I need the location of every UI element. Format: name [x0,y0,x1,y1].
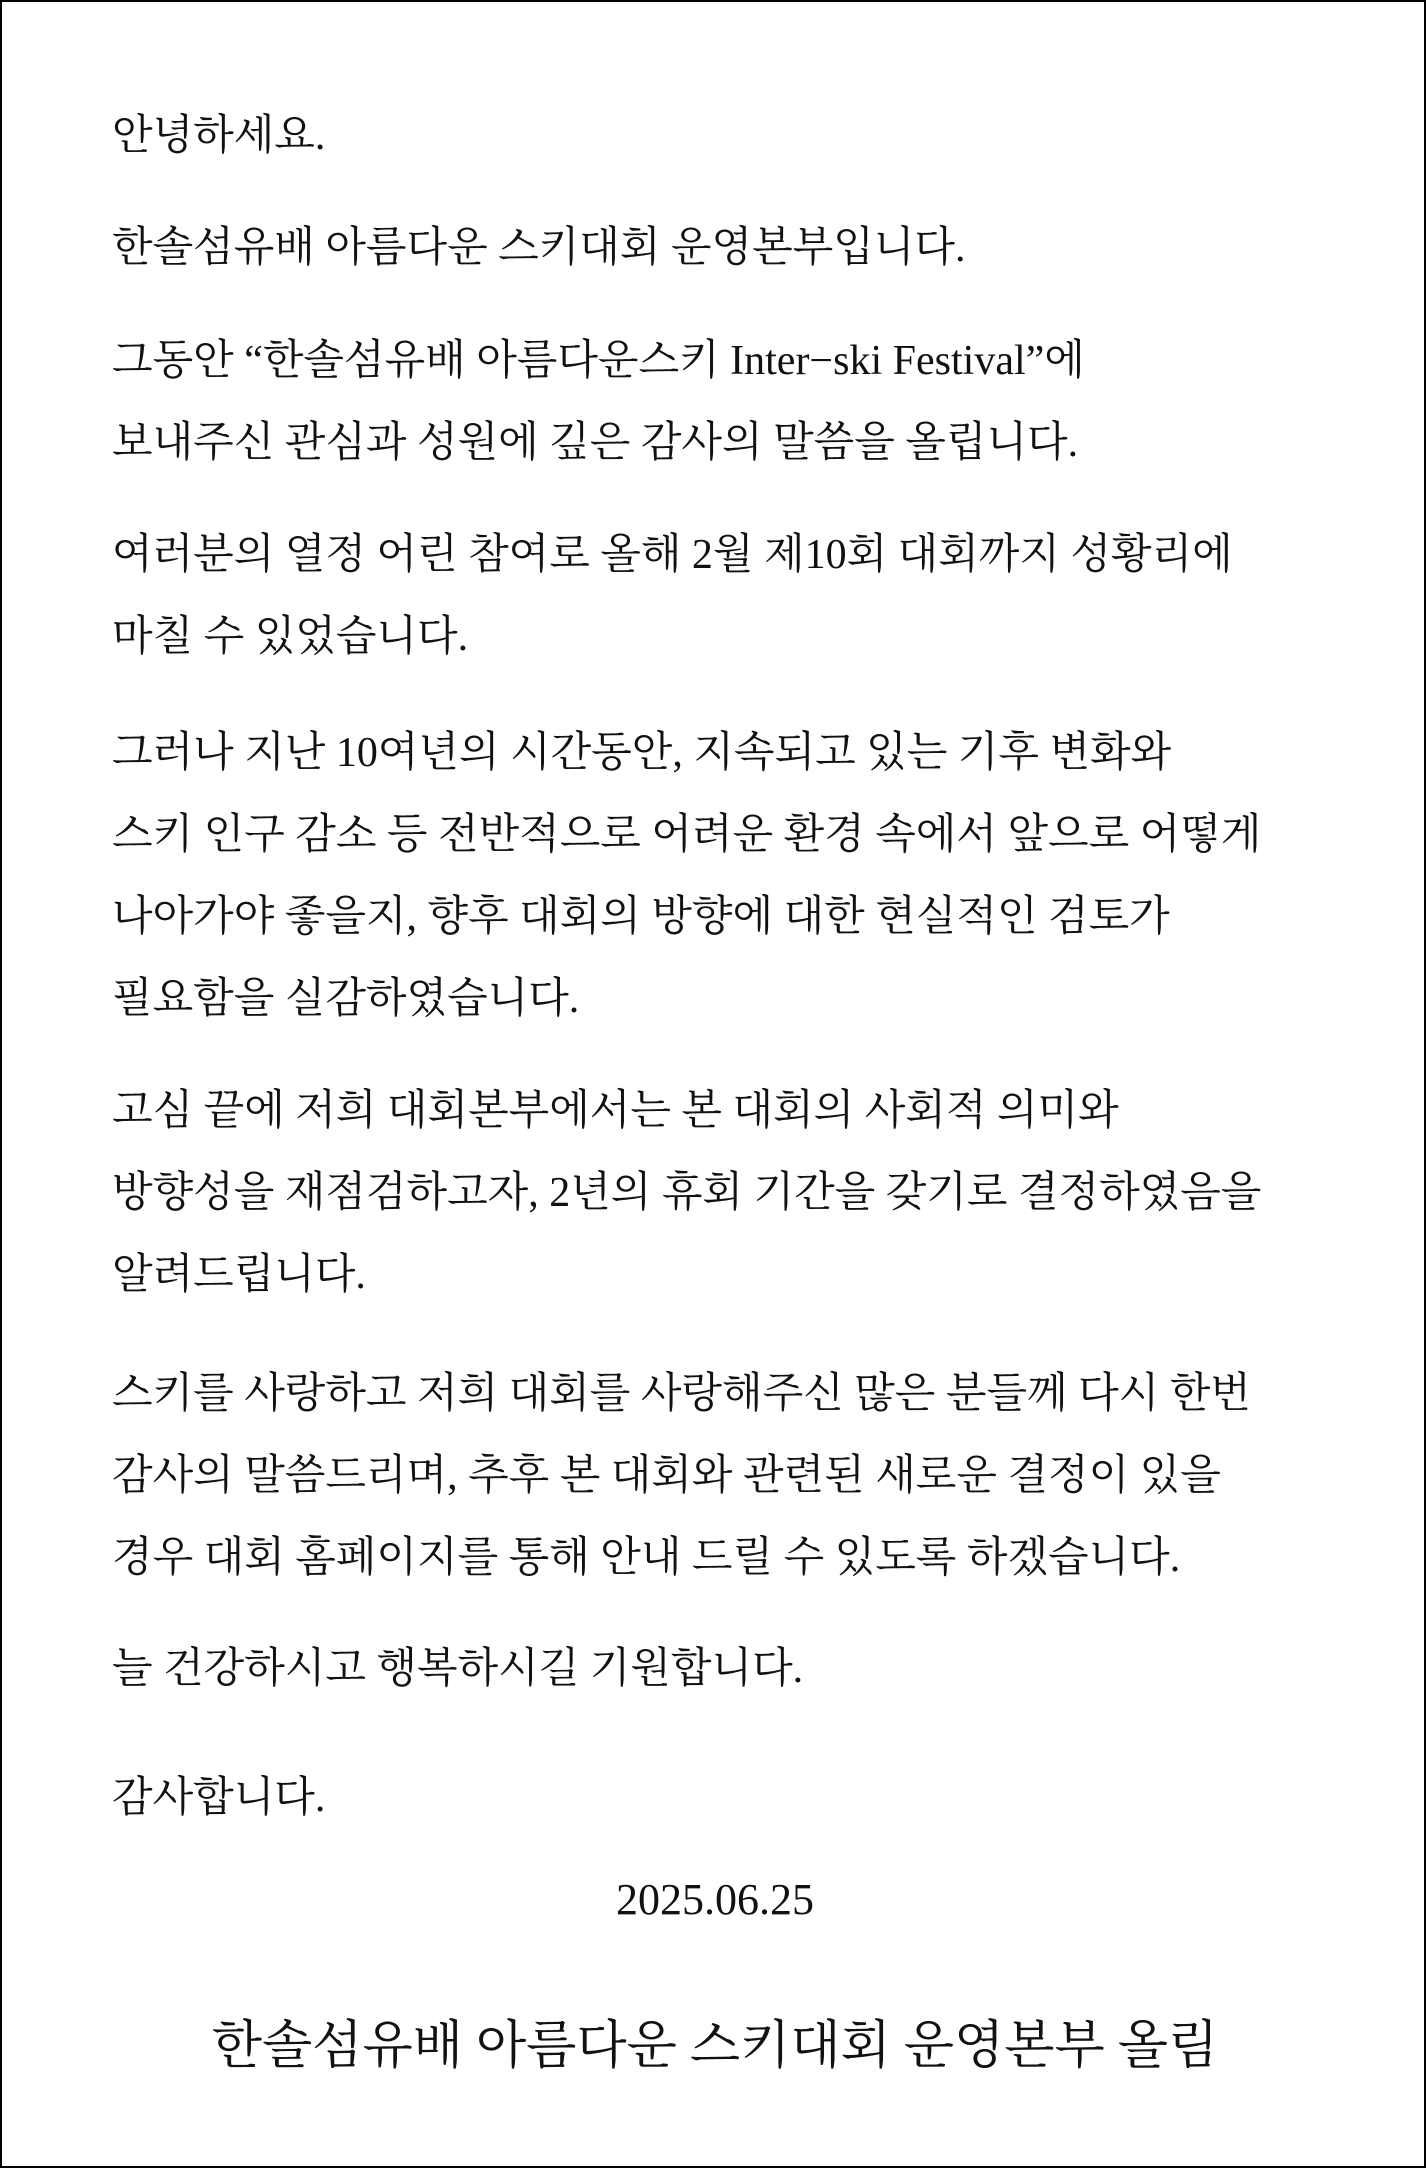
text-line: 감사합니다. [112,1775,326,1821]
text-line: 늘 건강하시고 행복하시길 기원합니다. [112,1646,804,1692]
wishes-paragraph [112,1628,803,1710]
text-line: 그동안 “한솔섬유배 아름다운스키 Inter−ski Festival”에 [112,338,1085,384]
text-line: 나아가야 좋을지, 향후 대회의 방향에 대한 현실적인 검토가 [112,894,1170,940]
text-line: 한솔섬유배 아름다운 스키대회 운영본부입니다. [112,225,966,271]
participation-paragraph [112,514,1233,678]
text-line: 스키 인구 감소 등 전반적으로 어려운 환경 속에서 앞으로 어떻게 [112,812,1262,858]
text-line: 여러분의 열정 어린 참여로 올해 2월 제10회 대회까지 성황리에 [112,532,1233,578]
background-paragraph [112,712,1261,1040]
text-line: 보내주신 관심과 성원에 깊은 감사의 말씀을 올립니다. [112,420,1079,466]
text-line: 방향성을 재점검하고자, 2년의 휴회 기간을 갖기로 결정하였음을 [112,1170,1262,1216]
text-line: 안녕하세요. [112,113,326,159]
future-paragraph [112,1353,1251,1599]
greeting-paragraph [112,95,325,177]
text-line: 고심 끝에 저희 대회본부에서는 본 대회의 사회적 의미와 [112,1088,1119,1134]
intro-paragraph [112,207,965,289]
decision-paragraph [112,1070,1261,1316]
text-line: 감사의 말씀드리며, 추후 본 대회와 관련된 새로운 결정이 있을 [112,1453,1221,1499]
text-line: 알려드립니다. [112,1252,366,1298]
thanks-paragraph [112,320,1085,484]
text-line: 그러나 지난 10여년의 시간동안, 지속되고 있는 기후 변화와 [112,730,1172,776]
text-line: 경우 대회 홈페이지를 통해 안내 드릴 수 있도록 하겠습니다. [112,1535,1181,1581]
text-line: 스키를 사랑하고 저희 대회를 사랑해주신 많은 분들께 다시 한번 [112,1371,1251,1417]
notice-date: 2025.06.25 [616,1875,814,1924]
closing-paragraph [112,1757,325,1839]
signature: 한솔섬유배 아름다운 스키대회 운영본부 올림 [211,2018,1219,2075]
text-line: 필요함을 실감하였습니다. [112,976,580,1022]
text-line: 마칠 수 있었습니다. [112,614,469,660]
